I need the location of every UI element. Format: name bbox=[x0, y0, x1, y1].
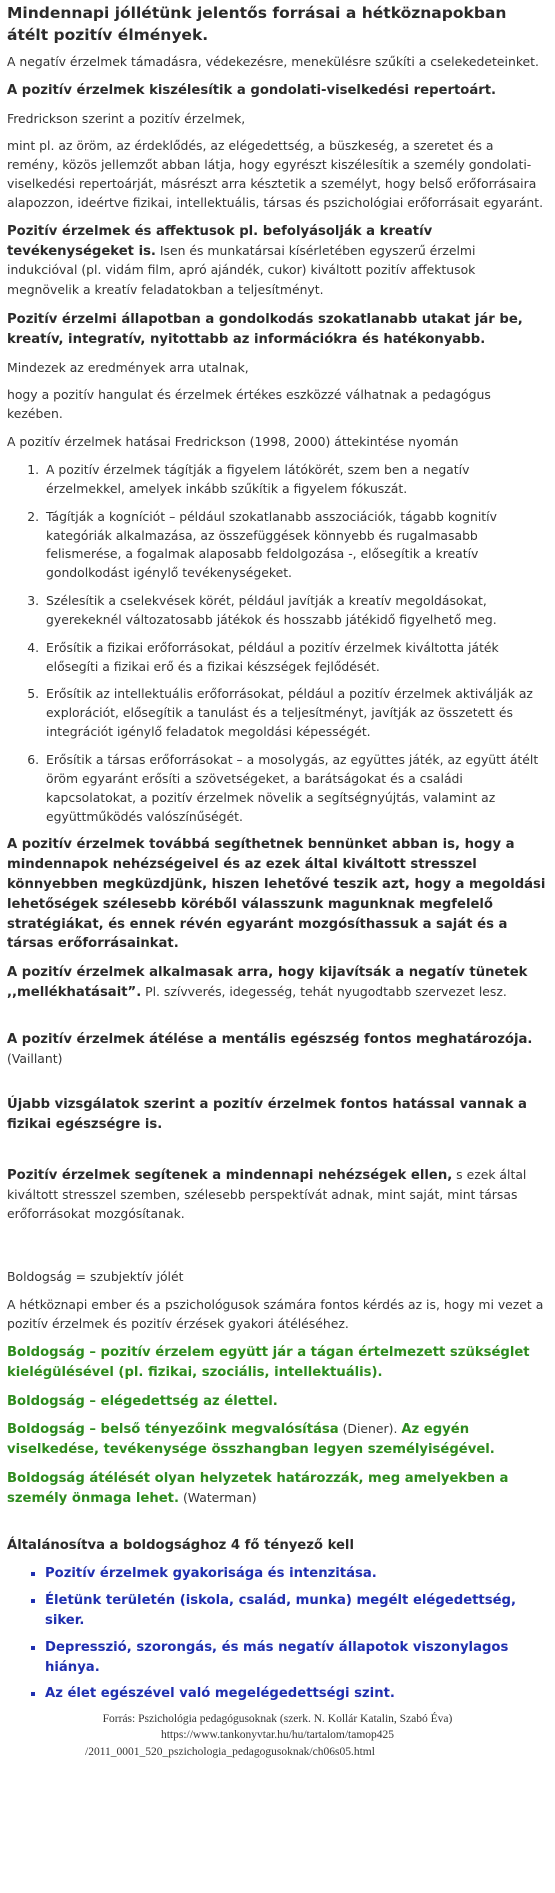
paragraph-negative-emotions: A negatív érzelmek támadásra, védekezésre, menekülésre szűkíti a cselekedeteinket. bbox=[7, 54, 539, 69]
side-effects-rest: Pl. szívverés, idegesség, tehát nyugodtabb szervezet lesz. bbox=[141, 983, 507, 999]
difficulties-bold: Pozitív érzelmek segítenek a mindennapi nehézségek ellen, bbox=[7, 1167, 453, 1183]
source-citation bbox=[7, 1711, 548, 1760]
paragraph-thinking: Pozitív érzelmi állapotban a gondolkodás szokatlanabb utakat jár be, kreatív, integratív, nyitottabb az információkra és hatékonyabb. bbox=[7, 312, 523, 347]
list-item: 4. Erősítik a fizikai erőforrásokat, például a pozitív érzelmek kiváltotta játék elősegíti a fizikai erő és a fizikai készségek fejlődését. bbox=[43, 639, 548, 677]
source-url: https://www.tankonyvtar.hu/hu/tartalom/tamop425 bbox=[160, 1729, 395, 1742]
heading-four-factors: Általánosítva a boldogsághoz 4 fő tényező kell bbox=[7, 1537, 354, 1553]
source-line: Forrás: Pszichológia pedagógusoknak (szerk. N. Kollár Katalin, Szabó Éva) bbox=[102, 1713, 453, 1726]
inner-factors-behaviour: Az egyén viselkedése, tevékenysége összhangban legyen személyiségével. bbox=[7, 1422, 495, 1458]
happiness-situations bbox=[7, 1469, 548, 1509]
list-item: ▪ Az élet egészével való megelégedettségi szint. bbox=[45, 1684, 548, 1704]
paragraph-side-effects bbox=[7, 963, 548, 1003]
happiness-inner-factors bbox=[7, 1420, 548, 1460]
list-item: 2. Tágítják a kogníciót – például szokatlanabb asszociációk, tágabb kognitív kategóriák alkalmazása, az összefüggések könnyebb és rugalmasabb felismerése, a fogalmak alaposabb feldolgozása -, elősegítik a kreatív gondolkodást igénylő tevékenységeket. bbox=[43, 508, 548, 583]
factors-list bbox=[7, 1564, 548, 1704]
list-item: ▪ Depresszió, szorongás, és más negatív állapotok viszonylagos hiánya. bbox=[45, 1638, 548, 1678]
paragraph-effects-intro: A pozitív érzelmek hatásai Fredrickson (1998, 2000) áttekintése nyomán bbox=[7, 434, 459, 450]
paragraph-question: A hétköznapi ember és a pszichológusok számára fontos kérdés az is, hogy mi vezet a pozitív érzelmek és pozitív érzések gyakori átéléséhez. bbox=[7, 1297, 544, 1332]
page-title: Mindennapi jóllétünk jelentős forrásai a hétköznapokban átélt pozitív élmények. bbox=[7, 4, 507, 44]
list-item: 5. Erősítik az intellektuális erőforrásokat, például a pozitív érzelmek aktiválják az explorációt, elősegítik a tanulást és a teljesítményt, javítják az összetett és integrációt igénylő feladatok megoldási képességét. bbox=[43, 685, 548, 742]
paragraph-teacher: hogy a pozitív hangulat és érzelmek értékes eszközzé válhatnak a pedagógus kezében. bbox=[7, 387, 491, 422]
paragraph-happiness-definition: Boldogság = szubjektív jólét bbox=[7, 1269, 184, 1285]
paragraph-results: Mindezek az eredmények arra utalnak, bbox=[7, 359, 249, 375]
list-item: ▪ Pozitív érzelmek gyakorisága és intenzitása. bbox=[45, 1564, 548, 1584]
happiness-needs: Boldogság – pozitív érzelem együtt jár a tágan értelmezett szükséglet kielégülésével (pl. fizikai, szociális, intellektuális). bbox=[7, 1344, 530, 1380]
list-item: 6. Erősítik a társas erőforrásokat – a mosolygás, az együttes játék, az együtt átélt öröm egyaránt erősíti a szövetségeket, a barátságokat és a családi kapcsolatokat, a pozitív érzelmek növelik a segítségnyújtás, valamint az együttműködés valószínűségét. bbox=[43, 751, 548, 826]
mental-health-bold: A pozitív érzelmek átélése a mentális egészség fontos meghatározója. bbox=[7, 1031, 533, 1047]
heading-repertoire: A pozitív érzelmek kiszélesítik a gondolati-viselkedési repertoárt. bbox=[7, 82, 497, 98]
side-effects-bold: A pozitív érzelmek alkalmasak arra, hogy kijavítsák a negatív tünetek ,,mellékhatásait”. bbox=[7, 965, 528, 1000]
paragraph-physical-health: Újabb vizsgálatok szerint a pozitív érzelmek fontos hatással vannak a fizikai egészségre is. bbox=[7, 1097, 527, 1133]
paragraph-coping: A pozitív érzelmek továbbá segíthetnek bennünket abban is, hogy a mindennapok nehézségeivel és az ezek által kiváltott stresszel könnyebben megküzdjünk, hiszen lehetővé teszik azt, hogy a megoldási lehetőségek szélesebb köréből válasszunk magunknak megfelelő stratégiákat, és ennek révén egyaránt mozgósíthassuk a saját és a társas erőforrásainkat. bbox=[7, 837, 546, 952]
effects-list bbox=[7, 461, 548, 826]
paragraph-emotions-examples: mint pl. az öröm, az érdeklődés, az elégedettség, a büszkeség, a szeretet és a remény, közös jellemzőt abban látja, hogy egyrészt kiszélesítik a személy gondolati-viselkedési repertoárját, másrészt arra késztetik a személyt, hogy belső erőforrásaira alapozzon, ideértve fizikai, intellektuális, társas és pszichológiai erőforrásait egyaránt. bbox=[7, 138, 544, 211]
paragraph-mental-health bbox=[7, 1030, 548, 1069]
paragraph-creativity bbox=[7, 222, 548, 301]
creativity-rest: Isen és munkatársai kísérletében egyszerű érzelmi indukcióval (pl. vidám film, apró ajándék, cukor) kiváltott pozitív affektusok megnövelik a kreatív feladatokban a teljesítményt. bbox=[7, 242, 476, 298]
situations-cite: (Waterman) bbox=[179, 1489, 257, 1505]
inner-factors-bold: Boldogság – belső tényezőink megvalósítása bbox=[7, 1422, 339, 1438]
situations-bold: Boldogság átélését olyan helyzetek határozzák, meg amelyekben a személy önmaga lehet. bbox=[7, 1470, 509, 1506]
paragraph-fredrickson: Fredrickson szerint a pozitív érzelmek, bbox=[7, 110, 246, 126]
happiness-satisfaction: Boldogság – elégedettség az élettel. bbox=[7, 1393, 278, 1409]
list-item: ▪ Életünk területén (iskola, család, munka) megélt elégedettség, siker. bbox=[45, 1591, 548, 1631]
list-item: 3. Szélesítik a cselekvések körét, például javítják a kreatív megoldásokat, gyerekeknél változatosabb játékok és hosszabb játékidő figyelhető meg. bbox=[43, 592, 548, 630]
paragraph-everyday-difficulties bbox=[7, 1166, 548, 1223]
mental-health-cite: (Vaillant) bbox=[7, 1050, 63, 1066]
difficulties-rest: s ezek által kiváltott stresszel szemben, szélesebb perspektívát adnak, mint saját, mint társas erőforrásokat mozgósítanak. bbox=[7, 1166, 527, 1221]
creativity-bold: Pozitív érzelmek és affektusok pl. befolyásolják a kreatív tevékenységeket is. bbox=[7, 223, 433, 259]
list-item: 1. A pozitív érzelmek tágítják a figyelem látókörét, szem ben a negatív érzelmekkel, amelyek inkább szűkítik a figyelem fókuszát. bbox=[43, 461, 548, 499]
source-url-path: /2011_0001_520_pszichologia_pedagogusoknak/ch06s05.html bbox=[85, 1745, 375, 1758]
inner-factors-cite: (Diener). bbox=[338, 1421, 402, 1437]
